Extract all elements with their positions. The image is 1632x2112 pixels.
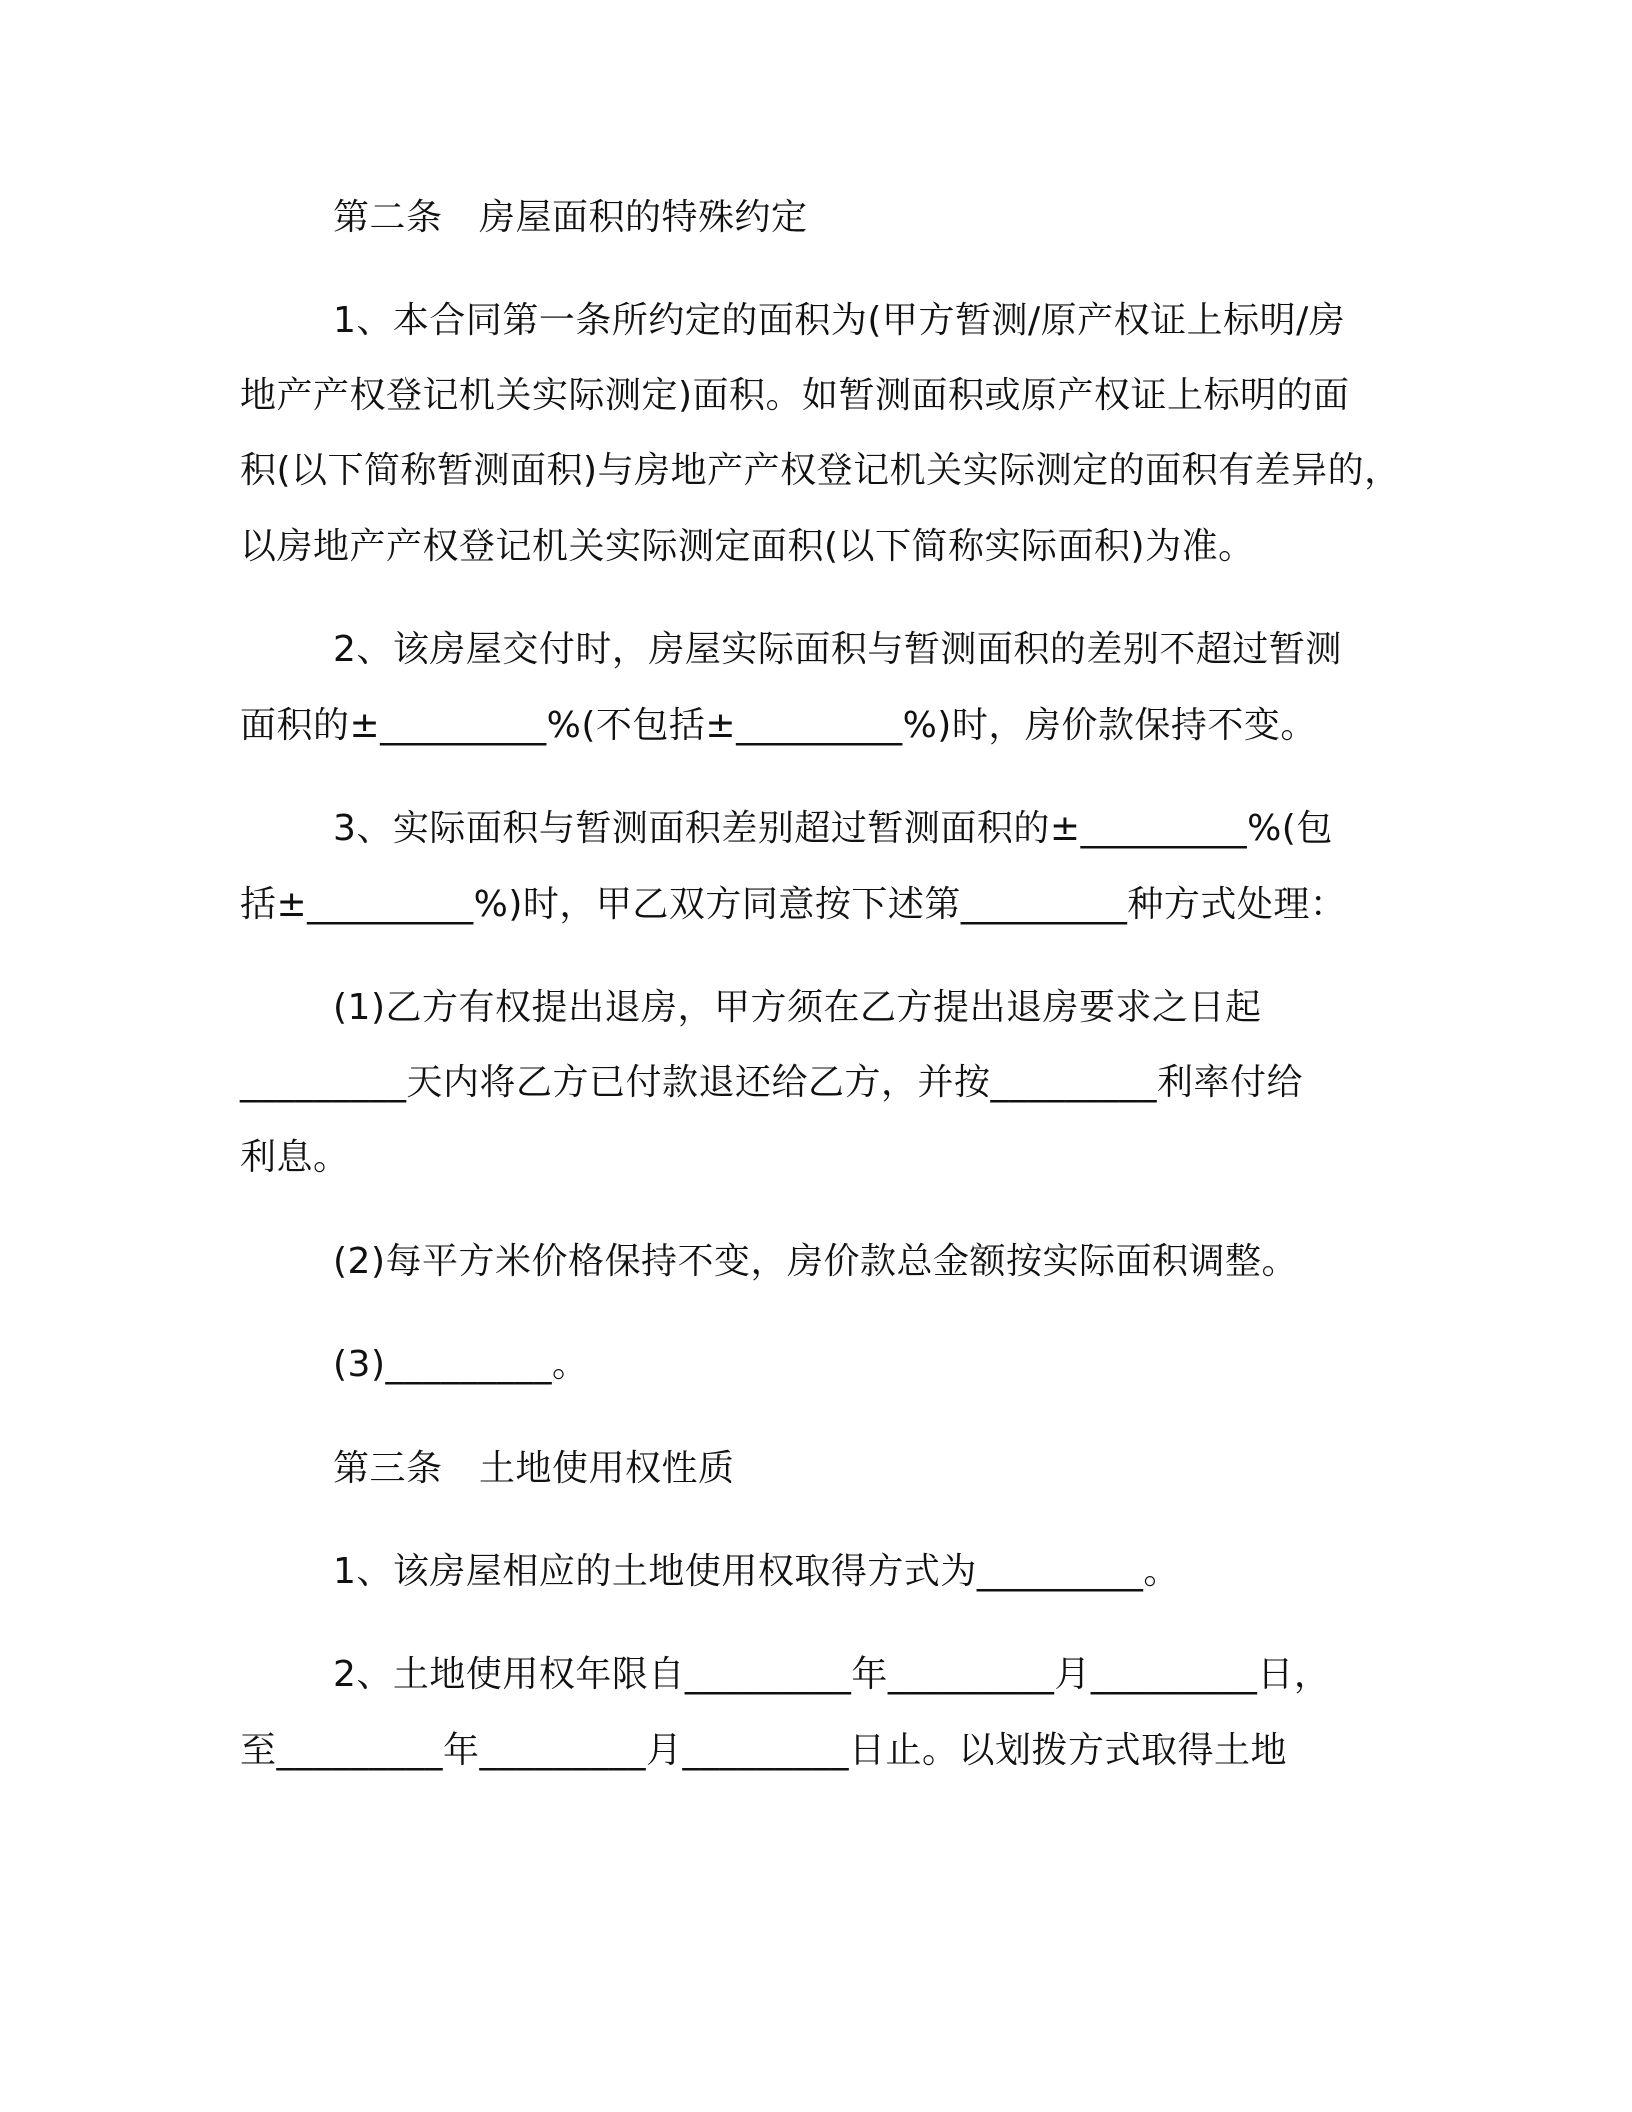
option-1-line-1: (1)乙方有权提出退房，甲方须在乙方提出退房要求之日起	[333, 987, 1262, 1028]
clause-2-2-line-2: 面积的±_________%(不包括±_________%)时，房价款保持不变。	[240, 705, 1317, 746]
option-1-line-2: _________天内将乙方已付款退还给乙方，并按_________利率付给	[240, 1062, 1304, 1103]
clause-2-1-line-1: 1、本合同第一条所约定的面积为(甲方暂测/原产权证上标明/房	[333, 300, 1346, 341]
clause-2-3-line-1: 3、实际面积与暂测面积差别超过暂测面积的±_________%(包	[333, 808, 1333, 849]
clause-3-2-line-1: 2、土地使用权年限自_________年_________月_________日，	[333, 1654, 1331, 1695]
article-3-heading: 第三条 土地使用权性质	[333, 1448, 735, 1489]
clause-2-1-line-2: 地产产权登记机关实际测定)面积。如暂测面积或原产权证上标明的面	[240, 375, 1350, 416]
article-2-heading: 第二条 房屋面积的特殊约定	[333, 197, 808, 238]
option-2: (2)每平方米价格保持不变，房价款总金额按实际面积调整。	[333, 1241, 1298, 1282]
option-3: (3)_________。	[333, 1344, 589, 1385]
clause-2-3-line-2: 括±_________%)时，甲乙双方同意按下述第_________种方式处理：	[240, 884, 1347, 925]
clause-2-2-line-1: 2、该房屋交付时，房屋实际面积与暂测面积的差别不超过暂测	[333, 629, 1342, 670]
clause-2-1-line-4: 以房地产产权登记机关实际测定面积(以下简称实际面积)为准。	[240, 526, 1255, 567]
option-1-line-3: 利息。	[240, 1137, 350, 1178]
clause-2-1-line-3: 积(以下简称暂测面积)与房地产产权登记机关实际测定的面积有差异的，	[240, 450, 1401, 491]
clause-3-2-line-2: 至_________年_________月_________日止。以划拨方式取得土地	[240, 1730, 1288, 1771]
clause-3-1: 1、该房屋相应的土地使用权取得方式为_________。	[333, 1551, 1180, 1592]
